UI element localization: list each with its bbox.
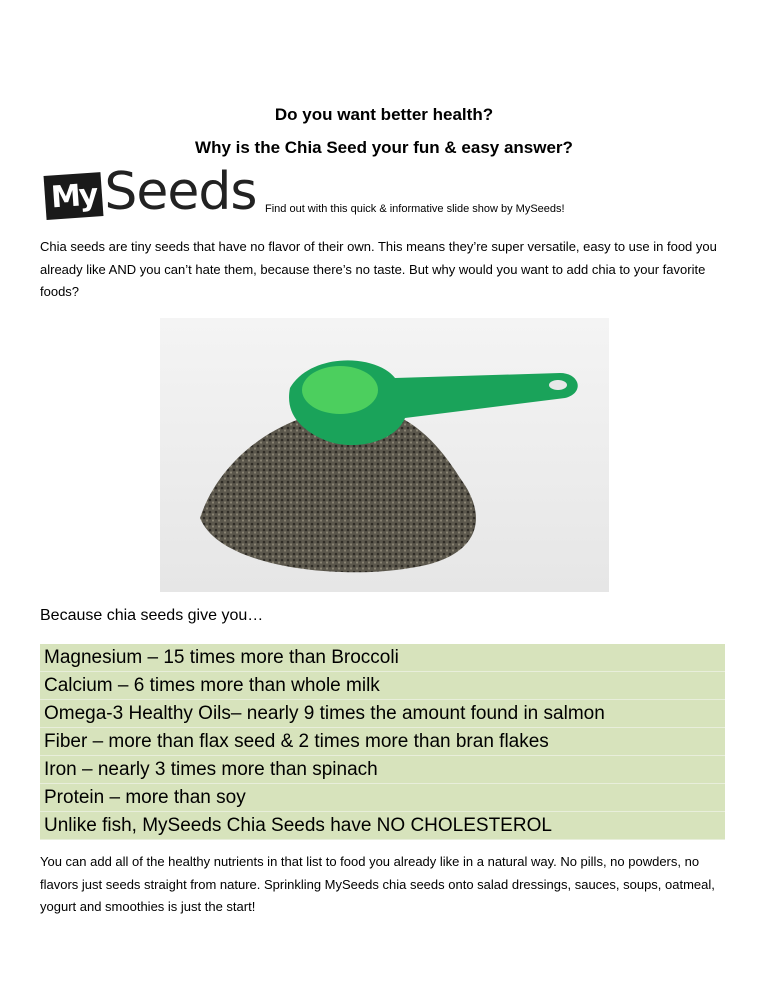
myseeds-logo bbox=[45, 160, 257, 222]
benefit-row: Calcium – 6 times more than whole milk bbox=[40, 672, 725, 700]
title-line-1: Do you want better health? bbox=[274, 105, 494, 124]
benefit-row: Magnesium – 15 times more than Broccoli bbox=[40, 644, 725, 672]
tagline: Find out with this quick & informative slide show by MySeeds! bbox=[265, 203, 565, 215]
intro-paragraph: Chia seeds are tiny seeds that have no flavor of their own. This means they’re super versatile, easy to use in food you already like AND you can’t hate them, because there’s no taste. But why would you want to add chia to your favorite foods? bbox=[40, 239, 717, 299]
benefit-row: Omega-3 Healthy Oils– nearly 9 times the amount found in salmon bbox=[40, 700, 725, 728]
because-heading: Because chia seeds give you… bbox=[40, 607, 264, 624]
benefit-row: Fiber – more than flax seed & 2 times more than bran flakes bbox=[40, 728, 725, 756]
benefit-row: Iron – nearly 3 times more than spinach bbox=[40, 756, 725, 784]
benefit-row: Unlike fish, MySeeds Chia Seeds have NO CHOLESTEROL bbox=[40, 812, 725, 840]
outro-paragraph: You can add all of the healthy nutrients in that list to food you already like in a natural way. No pills, no powders, no flavors just seeds straight from nature. Sprinkling MySeeds chia seeds onto salad dressings, sauces, soups, oatmeal, yogurt and smoothies is just the start! bbox=[40, 854, 715, 914]
benefits-table bbox=[40, 644, 725, 840]
logo-my: My bbox=[44, 172, 104, 220]
chia-seeds-photo bbox=[160, 318, 609, 592]
title-line-2: Why is the Chia Seed your fun & easy answer? bbox=[195, 138, 573, 157]
logo-seeds: Seeds bbox=[104, 162, 257, 222]
benefit-row: Protein – more than soy bbox=[40, 784, 725, 812]
